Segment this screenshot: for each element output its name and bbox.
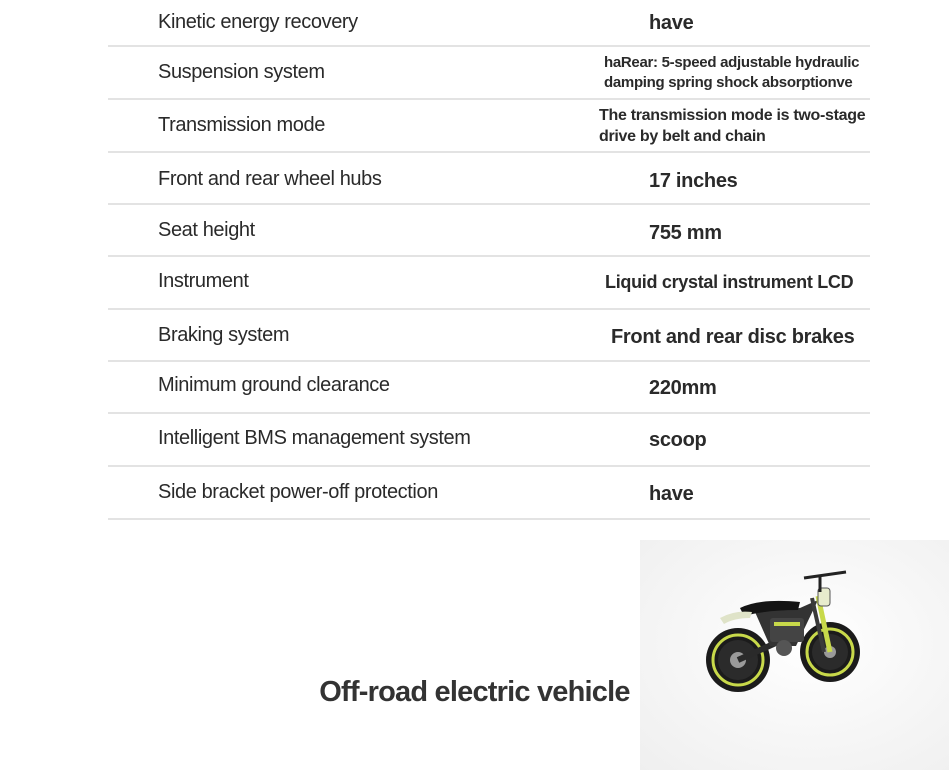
spec-value: have xyxy=(649,12,694,34)
spec-value: 17 inches xyxy=(649,170,738,192)
spec-value: have xyxy=(649,483,694,505)
spec-label: Front and rear wheel hubs xyxy=(158,168,382,190)
spec-value: Front and rear disc brakes xyxy=(611,326,855,348)
spec-row-ground-clearance xyxy=(108,362,870,414)
spec-row-wheel-hubs xyxy=(108,153,870,205)
spec-label: Suspension system xyxy=(158,61,325,83)
spec-row-braking-system xyxy=(108,310,870,362)
spec-value: 755 mm xyxy=(649,222,722,244)
spec-value: scoop xyxy=(649,429,707,451)
spec-label: Instrument xyxy=(158,270,249,292)
spec-row-suspension-system xyxy=(108,47,870,100)
spec-value-line-2: drive by belt and chain xyxy=(599,128,766,145)
spec-label: Kinetic energy recovery xyxy=(158,11,358,33)
spec-row-side-bracket xyxy=(108,467,870,520)
spec-value: 220mm xyxy=(649,377,717,399)
spec-label: Minimum ground clearance xyxy=(158,374,390,396)
spec-label: Transmission mode xyxy=(158,114,325,136)
spec-row-transmission-mode xyxy=(108,100,870,153)
spec-value-line-1: haRear: 5-speed adjustable hydraulic xyxy=(604,54,860,71)
spec-label: Side bracket power-off protection xyxy=(158,481,438,503)
spec-label: Intelligent BMS management system xyxy=(158,427,471,449)
spec-label: Seat height xyxy=(158,219,255,241)
caption-title: Off-road electric vehicle xyxy=(319,676,630,708)
spec-value-line-1: The transmission mode is two-stage xyxy=(599,107,866,124)
product-image-area xyxy=(640,540,949,770)
spec-label: Braking system xyxy=(158,324,290,346)
spec-row-instrument xyxy=(108,257,870,310)
spec-value-line-2: damping spring shock absorptionve xyxy=(604,74,853,91)
spec-value: Liquid crystal instrument LCD xyxy=(605,272,854,292)
spec-row-bms xyxy=(108,414,870,467)
spec-row-kinetic-energy-recovery xyxy=(108,0,870,47)
spec-row-seat-height xyxy=(108,205,870,257)
